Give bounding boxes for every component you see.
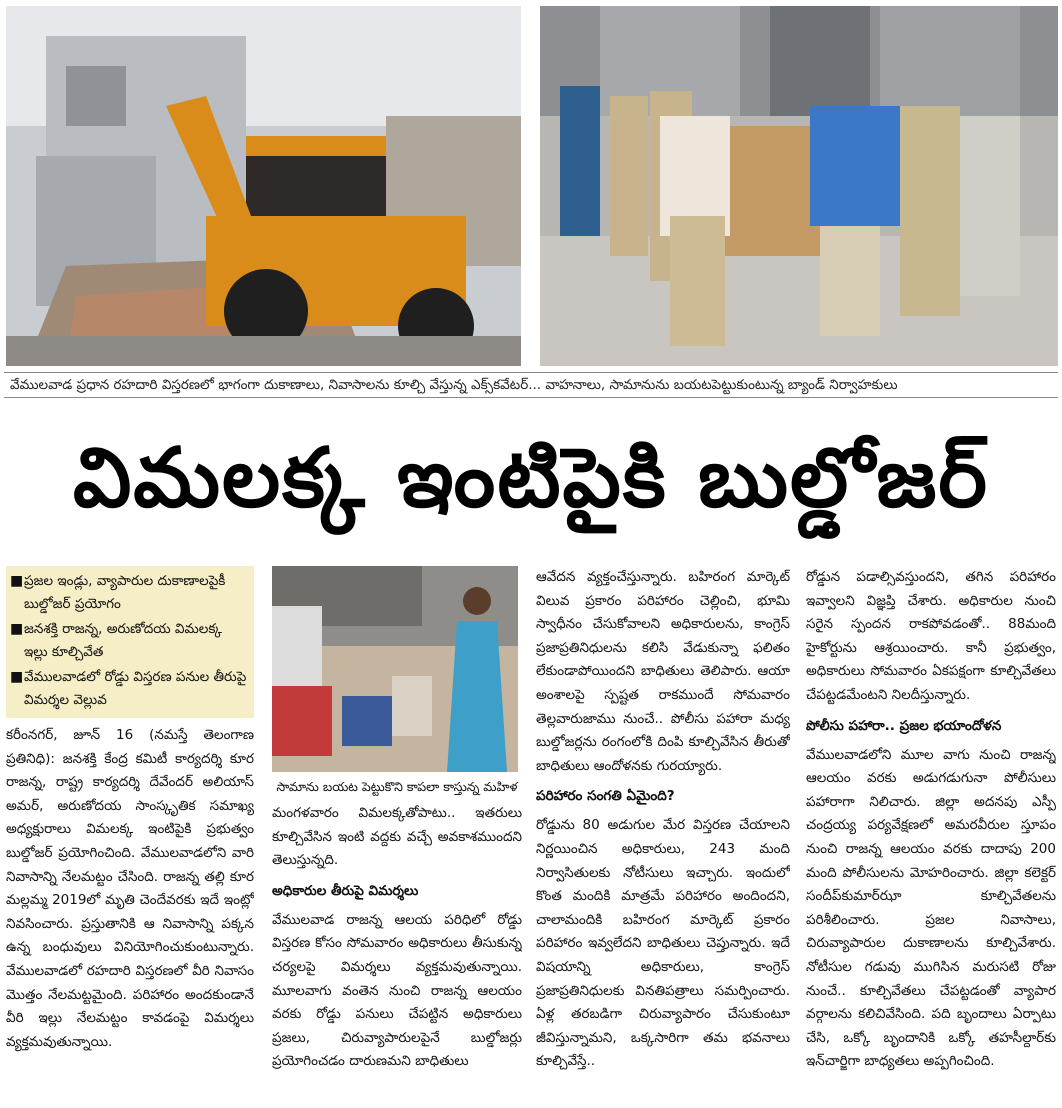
column4-paragraph-1: రోడ్డున పడాల్సివస్తుందని, తగిన పరిహారం ఇవ్వాలని విజ్ఞప్తి చేశారు. అధికారుల నుంచి సరైన స్పందన రాకపోవడంతో.. 88మంది హైకోర్టును ఆశ్రయించారు. కానీ ప్రభుత్వం, అధికారులు సోమవారం ఏకపక్షంగా కూల్చివేతలు చేపట్టడమేంటని నిలదీస్తున్నారు. — [806, 569, 1056, 703]
carrying-goods-photo — [540, 6, 1058, 366]
column-2 — [272, 566, 522, 1102]
highlights-box — [6, 566, 254, 718]
bullet-icon: ■ — [10, 669, 24, 685]
bullet-icon: ■ — [10, 573, 24, 589]
headline: విమలక్క ఇంటిపైకి బుల్డోజర్ — [72, 431, 989, 526]
column3-paragraph-2: రోడ్డును 80 అడుగుల మేర విస్తరణ చేయాలని నిర్ణయించిన అధికారులు, 243 మంది నిర్వాసితులకు నోటీసులు ఇచ్చారు. ఇందులో కొంత మందికి మాత్రమే పరిహారం అందిందని, చాలామందికి బహిరంగ మార్కెట్ ప్రకారం పరిహారం ఇవ్వలేదని బాధితులు చెప్తున్నారు. ఇదే విషయాన్ని అధికారులు, కాంగ్రెస్ ప్రజాప్రతినిధులకు వినతిపత్రాలు సమర్పించారు. ఏళ్ల తరబడిగా చిరువ్యాపారం చేసుకుంటూ జీవిస్తున్నామని, ఒక్కసారిగా తమ భవనాలు కూల్చివేస్తే.. — [536, 817, 790, 1070]
column3-paragraph-1: ఆవేదన వ్యక్తంచేస్తున్నారు. బహిరంగ మార్కెట్ విలువ ప్రకారం పరిహారం చెల్లించి, భూమి స్వాధీనం చేసుకోవాలని అధికారులను, కాంగ్రెస్ ప్రజాప్రతినిధులను కలిసి వేడుకున్నా ఫలితం లేకుండాపోయిందని బాధితులు తెలిపారు. ఆయా అంశాలపై స్పష్టత రాకముందే సోమవారం తెల్లవారుజాము నుంచే.. పోలీసు పహారా మధ్య బుల్డోజర్లను రంగంలోకి దింపి కూల్చివేసిన తీరుతో బాధితులు ఆందోళనకు గురయ్యారు. — [536, 569, 790, 774]
column2-paragraph-1: మంగళవారం విమలక్కతోపాటు.. ఇతరులు కూల్చివేసిన ఇంటి వద్దకు వచ్చే అవకాశముందని తెలుస్తున్నది. — [272, 805, 522, 869]
photo-caption: వేములవాడ ప్రధాన రహదారి విస్తరణలో భాగంగా దుకాణాలు, నివాసాలను కూల్చి వేస్తున్న ఎక్స్‌కవేటర్... వాహనాలు, సామానును బయటపెట్టుకుంటున్న బ్యాండ్ నిర్వాహకులు — [4, 372, 1058, 398]
column2-paragraph-2: వేములవాడ రాజన్న ఆలయ పరిధిలో రోడ్డు విస్తరణ కోసం సోమవారం అధికారులు తీసుకున్న చర్యలపై విమర్శలు వ్యక్తమవుతున్నాయి. మూలవాగు వంతెన నుంచి రాజన్న ఆలయం వరకు రోడ్డు పనులు చేపట్టిన అధికారులు ప్రజలు, చిరువ్యాపారులపైనే బుల్డోజర్లు ప్రయోగించడం దారుణమని బాధితులు — [272, 911, 522, 1070]
highlight-item: ■ ప్రజల ఇండ్లు, వ్యాపారుల దుకాణాలపైకీ బుల్డోజర్ ప్రయోగం — [10, 570, 248, 615]
highlight-item: ■ జనశక్తి రాజన్న, అరుణోదయ విమలక్క ఇల్లు కూల్చివేత — [10, 618, 248, 663]
subhead-compensation: పరిహారం సంగతి ఏమైంది? — [536, 788, 675, 805]
column-4 — [806, 566, 1056, 1102]
subhead-police-guard: పోలీసు పహారా.. ప్రజల భయాందోళన — [806, 717, 1002, 734]
highlight-item: ■ వేములవాడలో రోడ్డు విస్తరణ పనుల తీరుపై విమర్శల వెల్లువ — [10, 666, 248, 711]
subhead-officials-criticism: అధికారుల తీరుపై విమర్శలు — [272, 882, 419, 899]
column4-paragraph-2: వేములవాడలోని మూల వాగు నుంచి రాజన్న ఆలయం వరకు అడుగడుగునా పోలీసులు పహారాగా నిలిచారు. జిల్లా అదనపు ఎస్పీ చంద్రయ్య పర్యవేక్షణలో అమరవీరుల స్తూపం నుంచి రాజన్న ఆలయం వరకు దాదాపు 200 మంది పోలీసులను మోహరించారు. జిల్లా కలెక్టర్ సందీప్‌కుమార్‌ఝా కూల్చివేతలను పరిశీలించారు. ప్రజల నివాసాలు, చిరువ్యాపారుల దుకాణాలను కూల్చివేశారు. నోటీసుల గడువు ముగిసిన మరుసటి రోజు నుంచే.. కూల్చివేతలు చేపట్టడంతో వ్యాపార వర్గాలను కలిచివేసింది. పది బృందాలు ఏర్పాటు చేసి, ఒక్కో బృందానికి ఒక్కో తహసీల్దార్‌కు ఇన్‌చార్జిగా బాధ్యతలు అప్పగించింది. — [806, 746, 1056, 1070]
woman-guarding-goods-photo — [272, 566, 518, 772]
inset-photo-caption: సామాను బయట పెట్టుకొని కాపలా కాస్తున్న మహిళ — [276, 779, 518, 794]
article-lead-paragraph: కరీంనగర్, జూన్ 16 (నమస్తే తెలంగాణ ప్రతినిధి): జనశక్తి కేంద్ర కమిటీ కార్యదర్శి కూర రాజన్న, రాష్ట్ర కార్యదర్శి దేవేందర్ అలియాస్ అమర్, అరుణోదయ సాంస్కృతిక సమాఖ్య అధ్యక్షురాలు విమలక్క ఇంటిపైకి ప్రభుత్వం బుల్డోజర్ ప్రయోగించింది. వేములవాడలోని వారి నివాసాన్ని నేలమట్టం చేసింది. రాజన్న తల్లి కూర మల్లమ్మ 2019లో మృతి చెందేవరకు ఇదే ఇంట్లో నివసించారు. ప్రస్తుతానికి ఆ నివాసాన్ని పక్కన ఉన్న బంధువులు వినియోగించుకుంటున్నారు. వేములవాడలో రహదారి విస్తరణలో వీరి నివాసం మొత్తం నేలమట్టమైంది. పరిహారం అందకుండానే వీరి ఇల్లు నేలమట్టం కావడంపై విమర్శలు వ్యక్తమవుతున్నాయి. — [6, 727, 254, 1050]
column-1 — [6, 566, 254, 1102]
bullet-icon: ■ — [10, 621, 24, 637]
column-3 — [536, 566, 790, 1102]
excavator-demolition-photo — [6, 6, 521, 366]
